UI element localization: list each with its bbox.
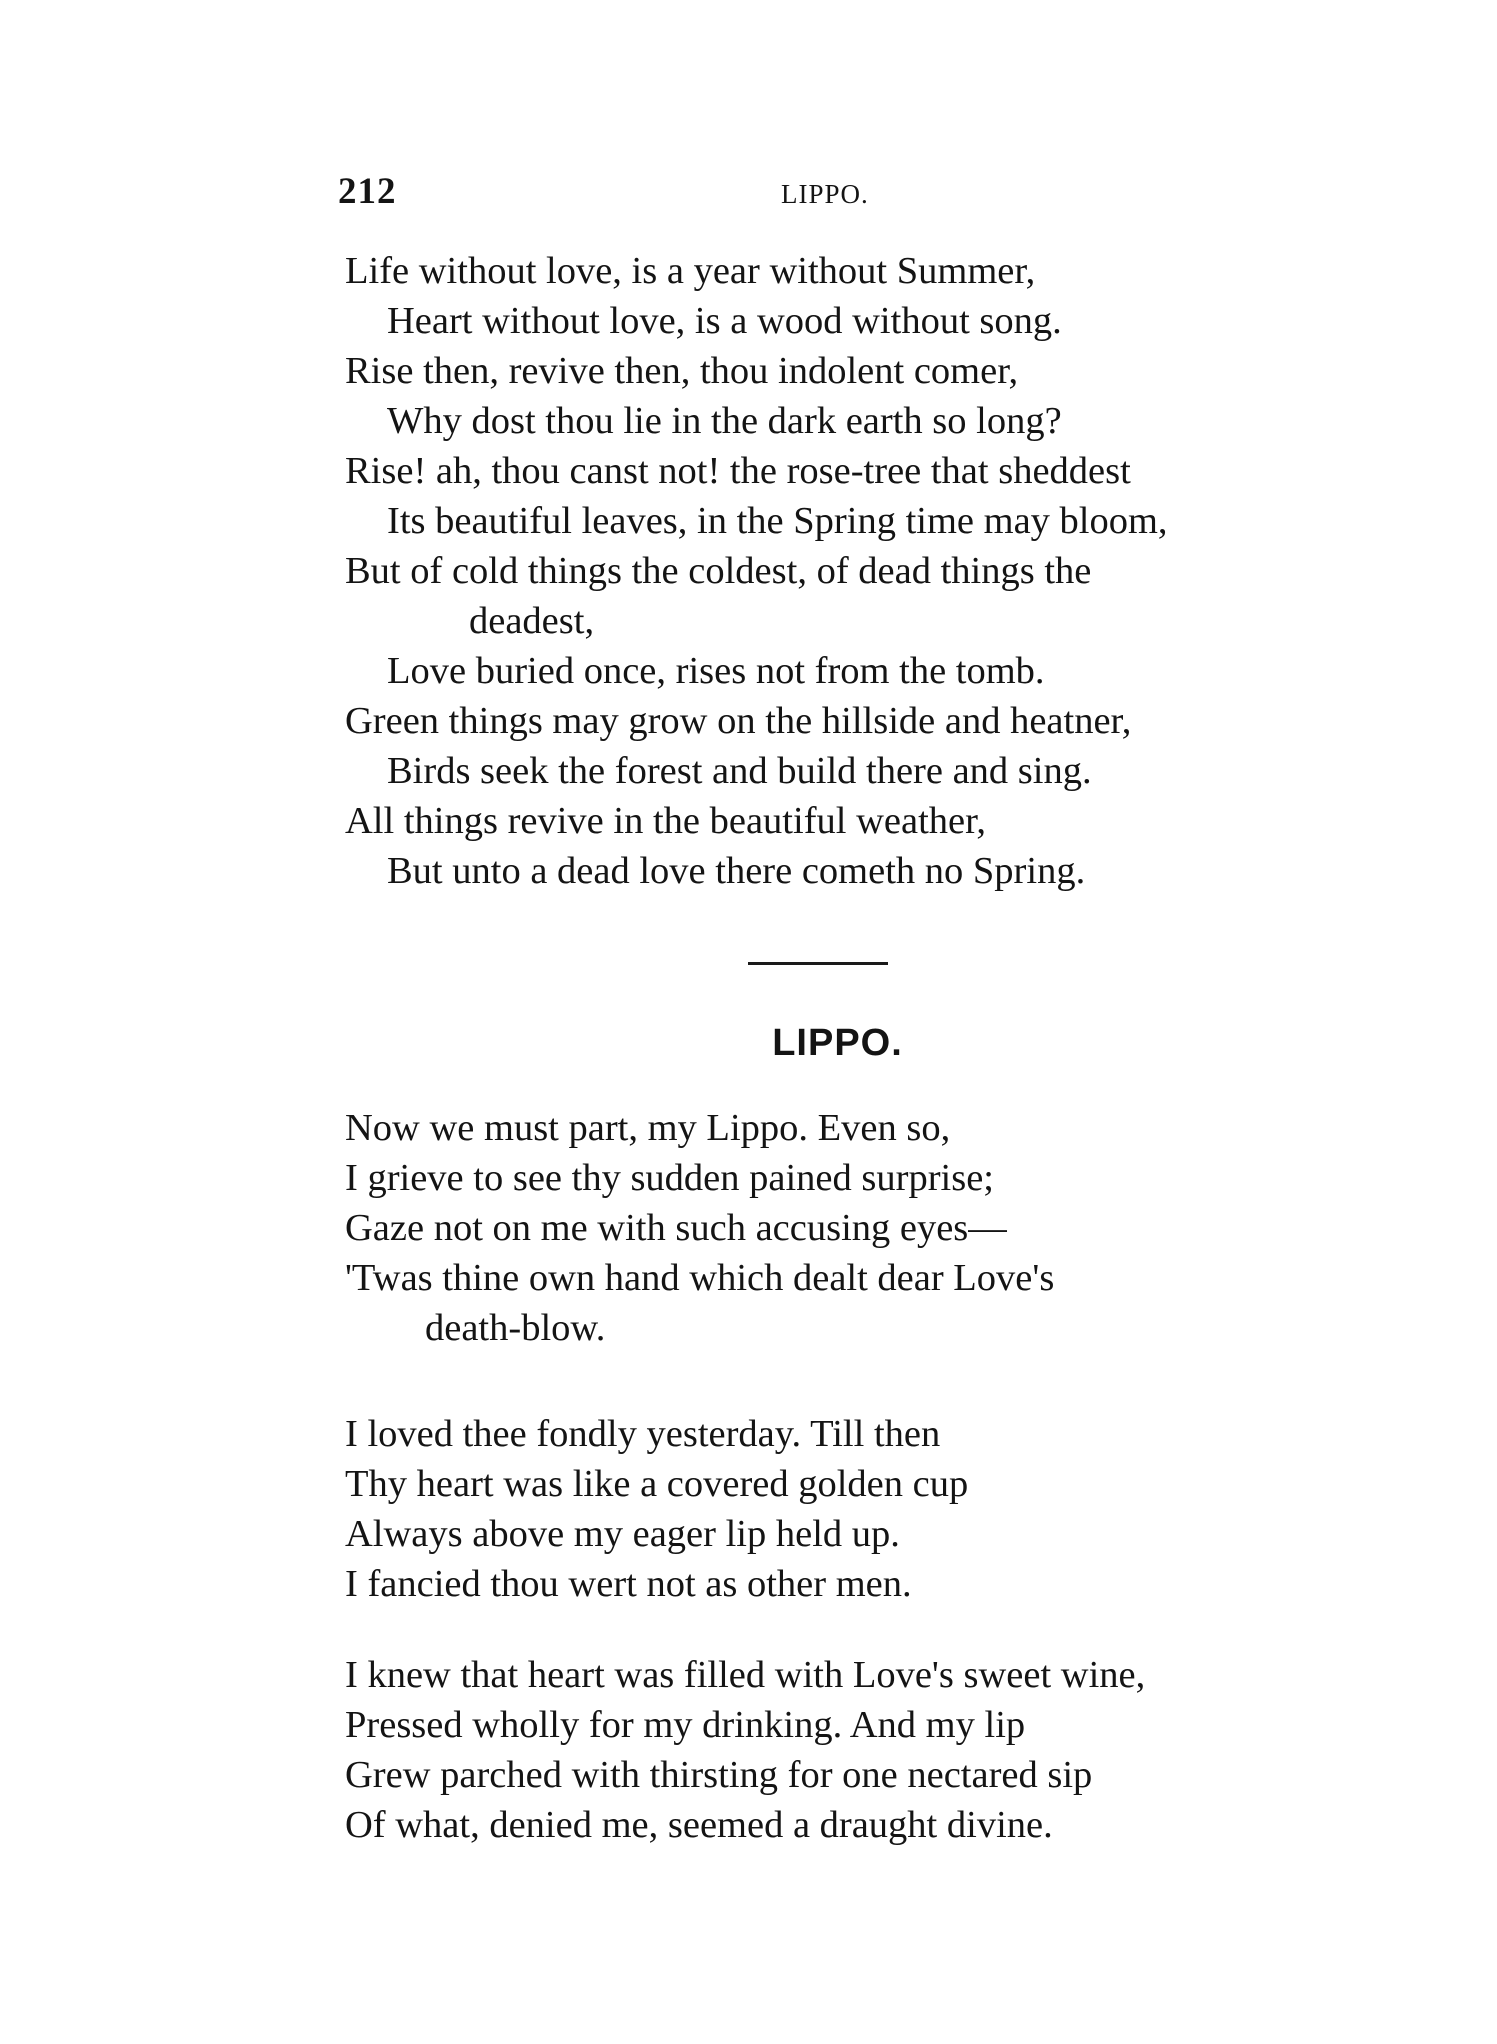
poem-line: I knew that heart was filled with Love's sweet wine, (345, 1654, 1146, 1696)
running-head: LIPPO. (781, 179, 869, 209)
page-number: 212 (338, 171, 397, 212)
poem-line: Of what, denied me, seemed a draught divine. (345, 1804, 1053, 1846)
poem-line: I fancied thou wert not as other men. (345, 1563, 912, 1605)
section-divider (748, 962, 888, 965)
poem-line: Heart without love, is a wood without song. (387, 300, 1062, 342)
poem-line: Birds seek the forest and build there and sing. (387, 750, 1092, 792)
poem-line: All things revive in the beautiful weather, (345, 800, 987, 842)
poem-line: Life without love, is a year without Summer, (345, 250, 1036, 292)
poem-line: Love buried once, rises not from the tomb. (387, 650, 1045, 692)
poem-line: Why dost thou lie in the dark earth so long? (387, 400, 1062, 442)
poem-line: Rise then, revive then, thou indolent comer, (345, 350, 1019, 392)
poem-line: Thy heart was like a covered golden cup (345, 1463, 969, 1505)
poem-line: But of cold things the coldest, of dead things the (345, 550, 1092, 592)
poem-stanza (345, 1650, 1345, 1850)
poem-line: Now we must part, my Lippo. Even so, (345, 1107, 951, 1149)
poem-line: Gaze not on me with such accusing eyes— (345, 1207, 1007, 1249)
poem-line: Rise! ah, thou canst not! the rose-tree that sheddest (345, 450, 1131, 492)
poem-stanza (345, 1409, 1345, 1609)
poem-line: Always above my eager lip held up. (345, 1513, 900, 1555)
poem-line: Pressed wholly for my drinking. And my lip (345, 1704, 1026, 1746)
poem-line: Grew parched with thirsting for one nectared sip (345, 1754, 1093, 1796)
poem-line-turnover: death-blow. (425, 1307, 606, 1349)
poem-stanza (345, 246, 1345, 896)
poem-title: LIPPO. (772, 1022, 903, 1064)
poem-line: But unto a dead love there cometh no Spring. (387, 850, 1086, 892)
poem-stanza (345, 1103, 1345, 1353)
poem-line: 'Twas thine own hand which dealt dear Love's (345, 1257, 1055, 1299)
poem-line-turnover: deadest, (469, 600, 595, 642)
poem-line: I loved thee fondly yesterday. Till then (345, 1413, 941, 1455)
poem-line: Its beautiful leaves, in the Spring time may bloom, (387, 500, 1168, 542)
poem-line: I grieve to see thy sudden pained surprise; (345, 1157, 994, 1199)
poem-line: Green things may grow on the hillside and heatner, (345, 700, 1132, 742)
page-header (338, 170, 1338, 220)
